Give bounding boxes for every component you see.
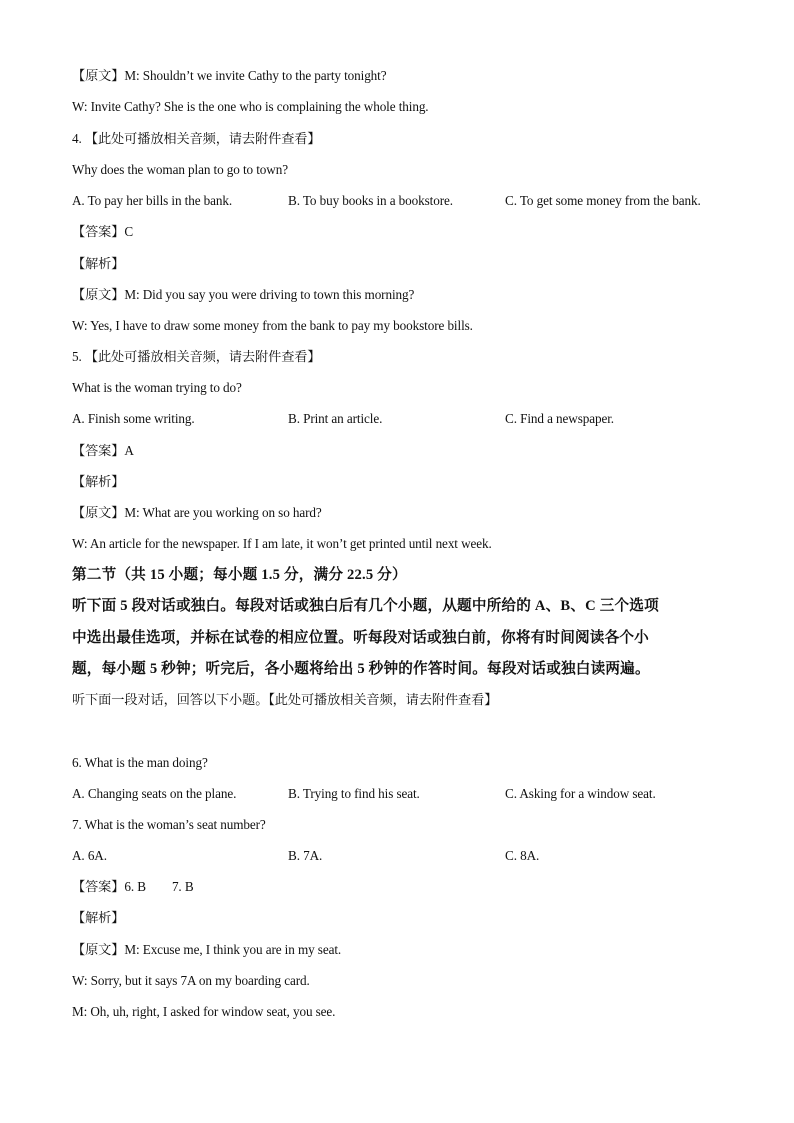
question-5-text: What is the woman trying to do? <box>72 380 242 395</box>
question-6-option-a: A. Changing seats on the plane. <box>72 786 237 801</box>
section-instructions-2: 中选出最佳选项，并标在试卷的相应位置。听每段对话或独白前，你将有时间阅读各个小 <box>72 630 649 646</box>
question-5-answer: 【答案】A <box>72 443 134 458</box>
question-5-option-b: B. Print an article. <box>288 411 383 426</box>
question-5-audio-note: 5. 【此处可播放相关音频，请去附件查看】 <box>72 349 321 364</box>
question-4-option-a: A. To pay her bills in the bank. <box>72 193 233 208</box>
section-title: 第二节（共 15 小题；每小题 1.5 分，满分 22.5 分） <box>72 567 407 583</box>
transcript-q6-7-man: M: Oh, uh, right, I asked for window seat, you see. <box>72 1004 336 1019</box>
question-4-option-c: C. To get some money from the bank. <box>505 193 701 208</box>
questions-6-7-answer <box>72 878 194 896</box>
section-instructions-1: 听下面 5 段对话或独白。每段对话或独白后有几个小题，从题中所给的 A、B、C 三个选项 <box>72 598 659 614</box>
question-7-option-a: A. 6A. <box>72 848 107 863</box>
transcript-q6-7-woman: W: Sorry, but it says 7A on my boarding card. <box>72 973 310 988</box>
transcript-q3-woman: W: Invite Cathy? She is the one who is complaining the whole thing. <box>72 99 429 114</box>
answer-7: 7. B <box>171 879 194 894</box>
questions-6-7-analysis-label: 【解析】 <box>72 910 125 925</box>
question-5-option-c: C. Find a newspaper. <box>505 411 614 426</box>
transcript-q6-7: 【原文】M: Excuse me, I think you are in my seat. <box>72 942 342 957</box>
question-5-options <box>72 410 722 428</box>
transcript-q4: 【原文】M: Did you say you were driving to town this morning? <box>72 287 415 302</box>
question-5-option-a: A. Finish some writing. <box>72 411 195 426</box>
question-4-option-b: B. To buy books in a bookstore. <box>288 193 453 208</box>
question-4-options <box>72 192 722 210</box>
answer-6: 【答案】6. B <box>72 879 146 894</box>
question-7-option-c: C. 8A. <box>505 848 540 863</box>
transcript-q3: 【原文】M: Shouldn’t we invite Cathy to the party tonight? <box>72 68 387 83</box>
question-4-analysis-label: 【解析】 <box>72 256 125 271</box>
transcript-q5-woman: W: An article for the newspaper. If I am late, it won’t get printed until next week. <box>72 536 492 551</box>
question-4-audio-note: 4. 【此处可播放相关音频，请去附件查看】 <box>72 131 321 146</box>
question-6-options <box>72 785 722 803</box>
section-instructions-3: 题，每小题 5 秒钟；听完后，各小题将给出 5 秒钟的作答时间。每段对话或独白读两遍。 <box>72 661 650 677</box>
question-5-analysis-label: 【解析】 <box>72 474 125 489</box>
question-6-option-c: C. Asking for a window seat. <box>505 786 656 801</box>
question-4-text: Why does the woman plan to go to town? <box>72 162 288 177</box>
question-6-option-b: B. Trying to find his seat. <box>288 786 420 801</box>
transcript-q4-woman: W: Yes, I have to draw some money from the bank to pay my bookstore bills. <box>72 318 473 333</box>
question-7-text: 7. What is the woman’s seat number? <box>72 817 266 832</box>
question-6-text: 6. What is the man doing? <box>72 755 208 770</box>
question-7-options <box>72 847 722 865</box>
dialogue-instruction: 听下面一段对话，回答以下小题。【此处可播放相关音频，请去附件查看】 <box>72 692 498 707</box>
question-4-answer: 【答案】C <box>72 224 134 239</box>
transcript-q5: 【原文】M: What are you working on so hard? <box>72 505 322 520</box>
question-7-option-b: B. 7A. <box>288 848 323 863</box>
